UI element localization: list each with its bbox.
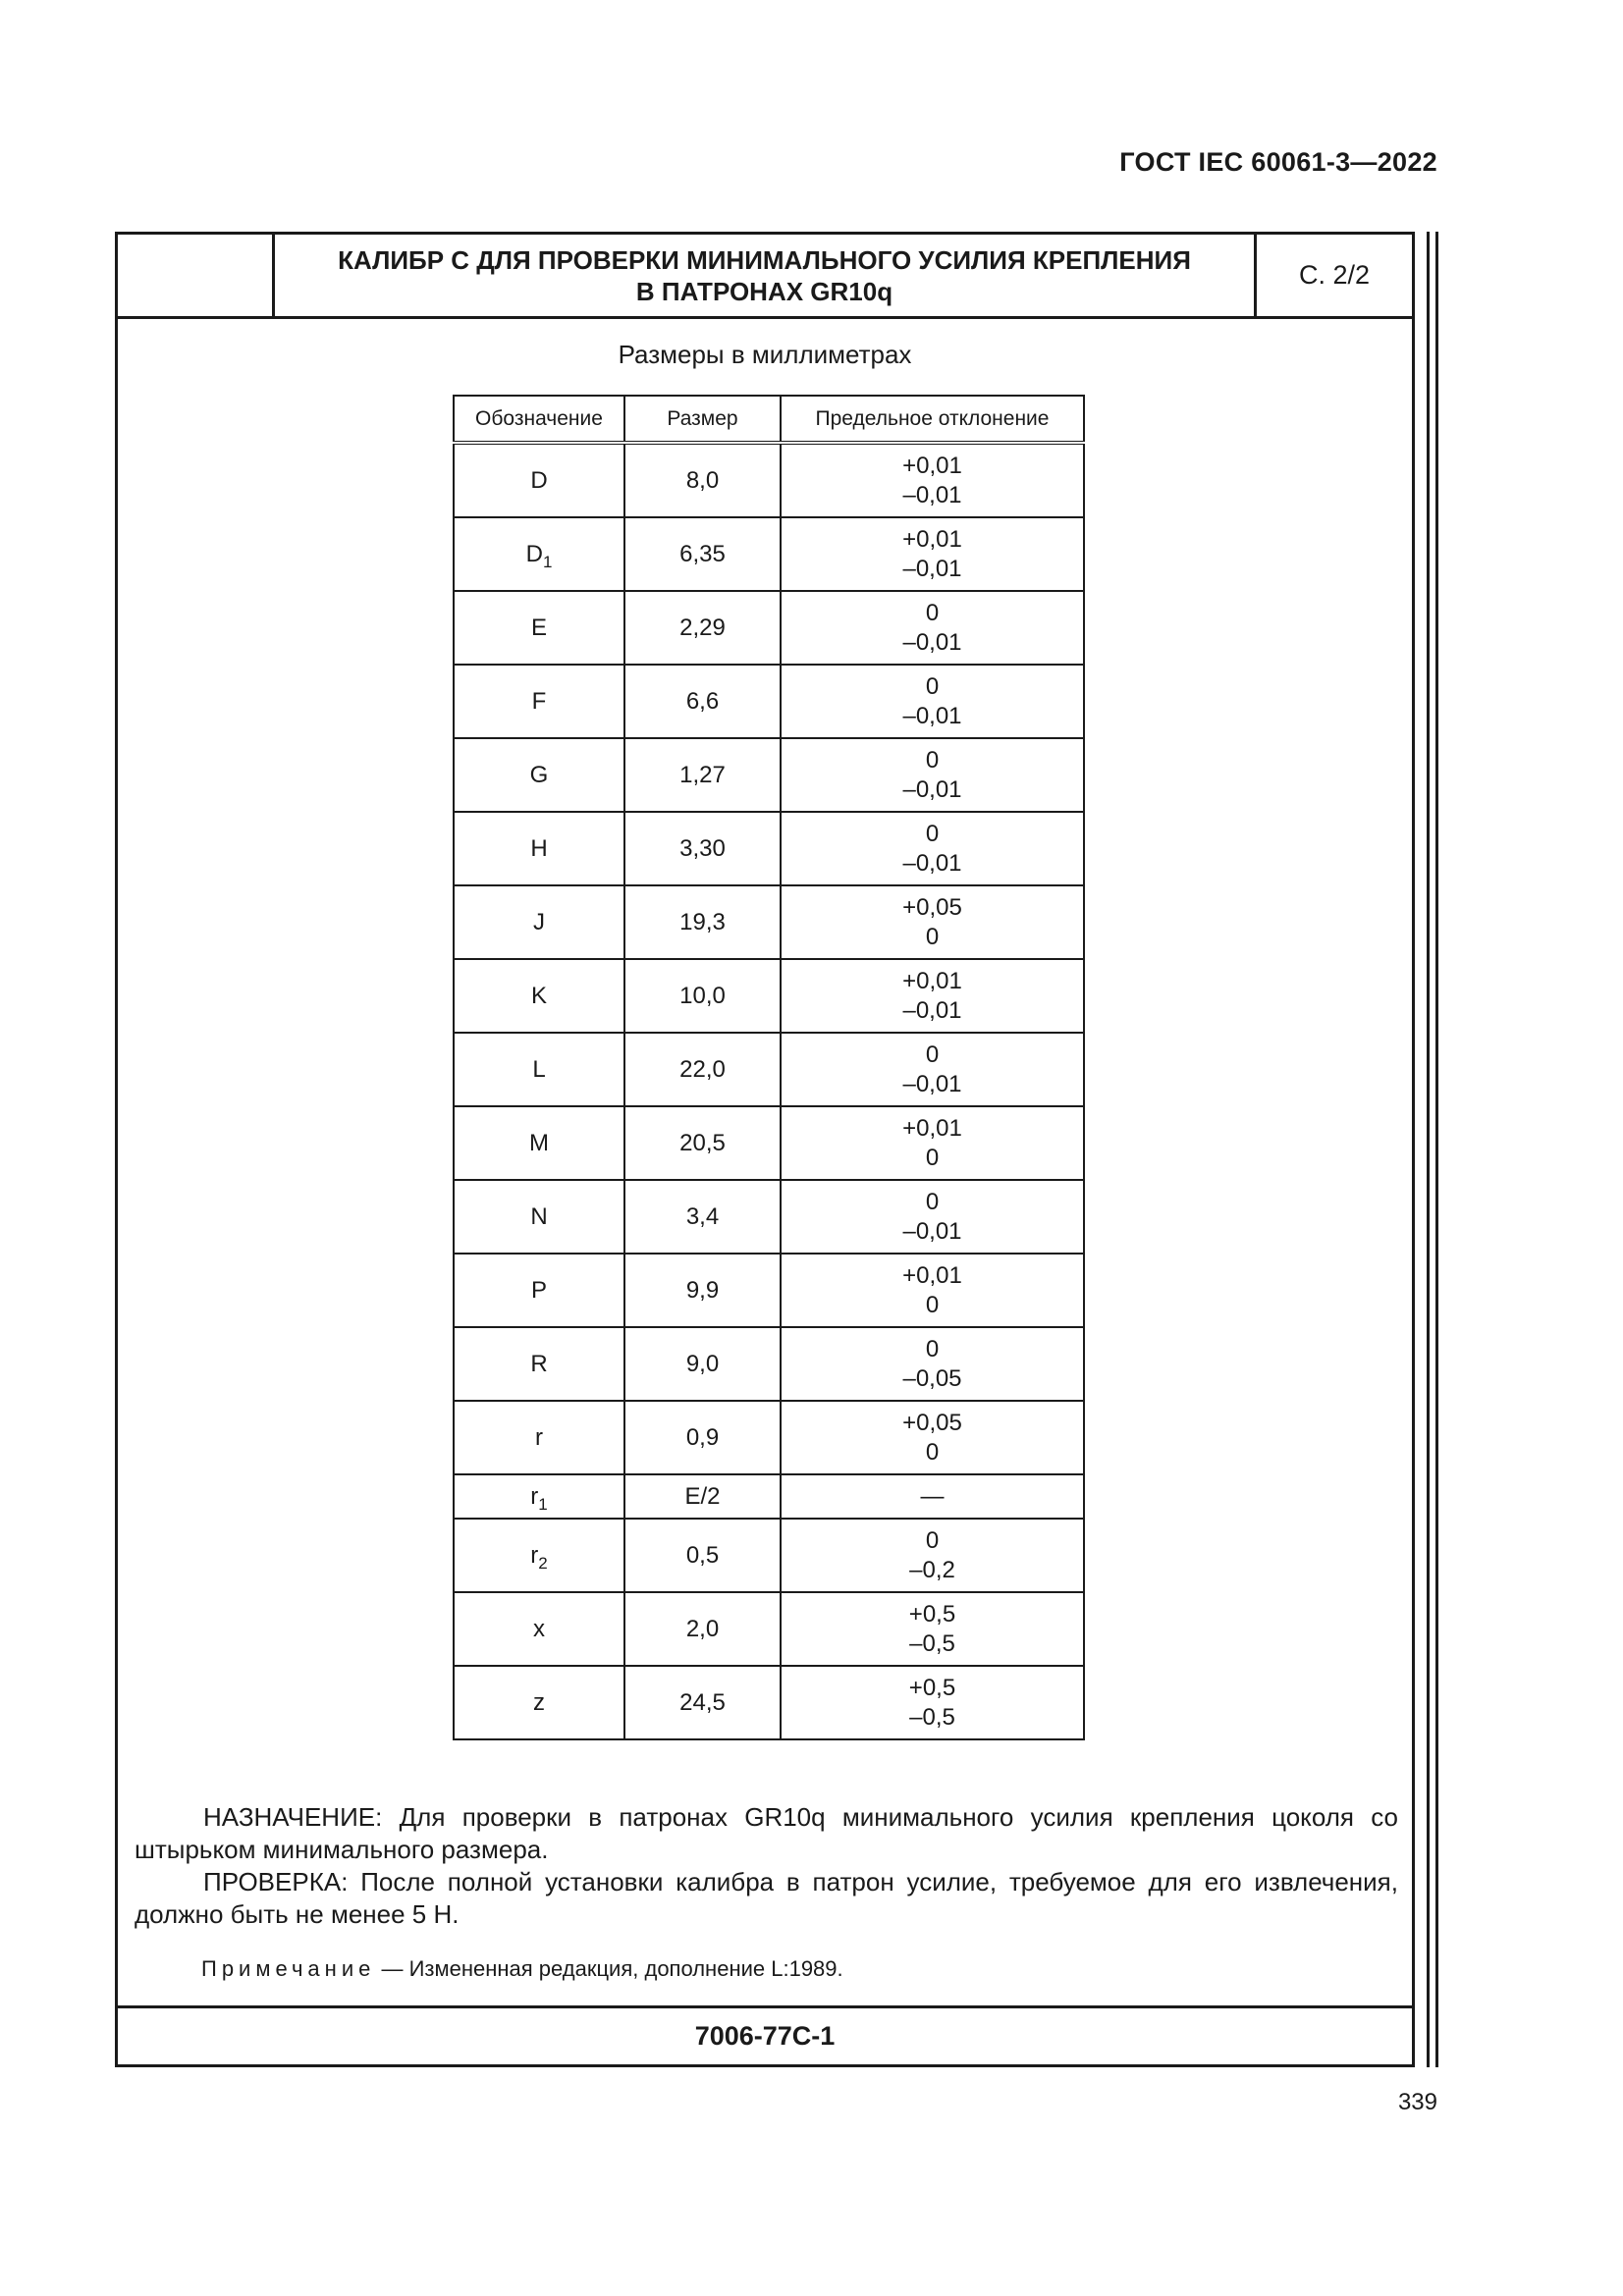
deviation-lower: 0 <box>925 1438 940 1466</box>
table-row <box>454 1666 1084 1739</box>
size-cell: 2,29 <box>624 591 781 665</box>
designation-cell <box>454 517 624 591</box>
designation-cell <box>454 1254 624 1327</box>
deviation-upper: +0,01 <box>902 967 962 994</box>
deviation-upper: 0 <box>925 1335 940 1362</box>
deviation-upper: 0 <box>925 746 940 774</box>
frame-double-rule-inner <box>1435 232 1438 2067</box>
size-cell: 24,5 <box>624 1666 781 1739</box>
designation-symbol: H <box>530 834 548 862</box>
size-cell: 0,9 <box>624 1401 781 1474</box>
check-text: ПРОВЕРКА: После полной установки калибра в патрон усилие, требуемое для его извлечения, должно быть не менее 5 Н. <box>135 1867 1398 1929</box>
designation-symbol: r <box>535 1423 543 1451</box>
table-row <box>454 1254 1084 1327</box>
units-caption: Размеры в миллиметрах <box>618 340 912 369</box>
deviation-cell <box>781 1180 1084 1254</box>
designation-symbol: r <box>530 1541 539 1569</box>
size-cell: 0,5 <box>624 1519 781 1592</box>
drawing-code: 7006-77С-1 <box>118 2005 1412 2064</box>
table-row <box>454 1106 1084 1180</box>
deviation-lower: 0 <box>925 923 940 950</box>
deviation-upper: 0 <box>925 672 940 700</box>
size-cell: 6,6 <box>624 665 781 738</box>
designation-symbol: L <box>532 1055 546 1083</box>
deviation-cell <box>781 1519 1084 1592</box>
dimensions-table <box>453 395 1085 1740</box>
sheet-title-line2: В ПАТРОНАХ GR10q <box>635 276 893 306</box>
deviation-upper: +0,5 <box>908 1600 956 1628</box>
designation-subscript: 1 <box>538 1494 548 1514</box>
designation-cell <box>454 1519 624 1592</box>
size-cell: 10,0 <box>624 959 781 1033</box>
table-row <box>454 959 1084 1033</box>
column-header-size: Размер <box>624 396 781 443</box>
designation-symbol: P <box>530 1276 547 1304</box>
designation-symbol: z <box>533 1688 545 1716</box>
table-header-row <box>454 396 1084 443</box>
purpose-text: НАЗНАЧЕНИЕ: Для проверки в патронах GR10q минимального усилия крепления цоколя со штырьком минимального размера. <box>135 1802 1398 1864</box>
deviation-cell <box>781 1666 1084 1739</box>
deviation-lower: –0,01 <box>902 702 962 729</box>
designation-symbol: M <box>529 1129 549 1156</box>
deviation-lower: –0,5 <box>909 1629 955 1657</box>
designation-symbol: D <box>525 540 543 567</box>
deviation-lower: –0,01 <box>902 775 962 803</box>
designation-symbol: J <box>533 908 545 935</box>
deviation-cell <box>781 1474 1084 1519</box>
standard-code: ГОСТ IEC 60061-3—2022 <box>1119 147 1437 177</box>
table-row <box>454 443 1084 517</box>
designation-cell <box>454 1666 624 1739</box>
table-row <box>454 812 1084 885</box>
table-row <box>454 1474 1084 1519</box>
deviation-upper: 0 <box>925 1188 940 1215</box>
deviation-upper: +0,01 <box>902 1114 962 1142</box>
table-row <box>454 665 1084 738</box>
sheet-title-line1: КАЛИБР С ДЛЯ ПРОВЕРКИ МИНИМАЛЬНОГО УСИЛИЯ КРЕПЛЕНИЯ <box>338 244 1191 275</box>
deviation-cell <box>781 517 1084 591</box>
deviation-cell <box>781 665 1084 738</box>
deviation-upper: 0 <box>925 1526 940 1554</box>
designation-symbol: G <box>529 761 549 788</box>
deviation-lower: –0,01 <box>902 849 962 877</box>
designation-cell <box>454 1327 624 1401</box>
designation-symbol: r <box>530 1482 539 1510</box>
size-cell: 19,3 <box>624 885 781 959</box>
sheet-title <box>275 235 1254 316</box>
designation-symbol: N <box>530 1202 548 1230</box>
deviation-lower: –0,01 <box>902 1217 962 1245</box>
table-row <box>454 738 1084 812</box>
table-row <box>454 1401 1084 1474</box>
deviation-cell <box>781 885 1084 959</box>
title-block-empty-cell <box>118 235 275 316</box>
table-row <box>454 885 1084 959</box>
deviation-cell <box>781 1106 1084 1180</box>
deviation-lower: –0,01 <box>902 628 962 656</box>
column-header-deviation: Предельное отклонение <box>781 396 1084 443</box>
deviation-cell <box>781 738 1084 812</box>
designation-cell <box>454 1106 624 1180</box>
size-cell: 6,35 <box>624 517 781 591</box>
designation-cell <box>454 885 624 959</box>
table-row <box>454 1033 1084 1106</box>
deviation-upper: +0,05 <box>902 893 962 921</box>
deviation-cell <box>781 959 1084 1033</box>
deviation-lower: 0 <box>925 1144 940 1171</box>
deviation-lower: –0,01 <box>902 996 962 1024</box>
designation-subscript: 2 <box>538 1553 548 1573</box>
table-row <box>454 1519 1084 1592</box>
deviation-lower: 0 <box>925 1291 940 1318</box>
table-row <box>454 1327 1084 1401</box>
note-label: Примечание <box>201 1956 376 1981</box>
designation-symbol: x <box>533 1615 545 1642</box>
size-cell: 9,9 <box>624 1254 781 1327</box>
deviation-upper: 0 <box>925 820 940 847</box>
designation-symbol: D <box>530 466 548 494</box>
size-cell: 22,0 <box>624 1033 781 1106</box>
designation-cell <box>454 591 624 665</box>
table-row <box>454 517 1084 591</box>
designation-cell <box>454 959 624 1033</box>
note <box>201 1956 843 1982</box>
deviation-upper: 0 <box>925 1041 940 1068</box>
table-row <box>454 591 1084 665</box>
deviation-cell <box>781 443 1084 517</box>
deviation-lower: –0,5 <box>909 1703 955 1731</box>
designation-cell <box>454 1592 624 1666</box>
check-paragraph <box>135 1866 1398 1931</box>
size-cell: 20,5 <box>624 1106 781 1180</box>
frame-double-rule-outer <box>1427 232 1430 2067</box>
designation-cell <box>454 812 624 885</box>
deviation-upper: 0 <box>925 599 940 626</box>
designation-cell <box>454 443 624 517</box>
deviation-cell <box>781 1254 1084 1327</box>
drawing-frame <box>115 232 1415 2067</box>
deviation-lower: –0,01 <box>902 555 962 582</box>
deviation-cell <box>781 1033 1084 1106</box>
note-text: — Измененная редакция, дополнение L:1989. <box>375 1956 843 1981</box>
deviation-lower: –0,2 <box>909 1556 955 1583</box>
deviation-upper: +0,01 <box>902 452 962 479</box>
designation-symbol: R <box>530 1350 548 1377</box>
size-cell: 9,0 <box>624 1327 781 1401</box>
deviation-upper: +0,01 <box>902 525 962 553</box>
designation-cell <box>454 665 624 738</box>
designation-cell <box>454 1474 624 1519</box>
deviation-cell <box>781 1327 1084 1401</box>
deviation-cell <box>781 1401 1084 1474</box>
deviation-cell <box>781 1592 1084 1666</box>
size-cell: 1,27 <box>624 738 781 812</box>
deviation-lower: –0,05 <box>902 1364 962 1392</box>
size-cell: 3,4 <box>624 1180 781 1254</box>
designation-cell <box>454 738 624 812</box>
designation-cell <box>454 1180 624 1254</box>
size-cell: 2,0 <box>624 1592 781 1666</box>
size-cell: E/2 <box>624 1474 781 1519</box>
deviation-lower: –0,01 <box>902 1070 962 1097</box>
deviation-upper: +0,01 <box>902 1261 962 1289</box>
designation-cell <box>454 1033 624 1106</box>
table-row <box>454 1592 1084 1666</box>
title-block <box>118 235 1412 319</box>
page-number: 339 <box>1397 2089 1437 2115</box>
designation-symbol: E <box>530 614 547 641</box>
table-body <box>454 443 1084 1739</box>
designation-symbol: F <box>531 687 547 715</box>
column-header-designation: Обозначение <box>454 396 624 443</box>
sheet-page-ref: С. 2/2 <box>1254 235 1412 316</box>
deviation-upper: +0,05 <box>902 1409 962 1436</box>
deviation-lower: –0,01 <box>902 481 962 508</box>
table-row <box>454 1180 1084 1254</box>
purpose-paragraph <box>135 1801 1398 1866</box>
designation-cell <box>454 1401 624 1474</box>
deviation-cell <box>781 591 1084 665</box>
deviation-upper: — <box>920 1482 945 1510</box>
size-cell: 8,0 <box>624 443 781 517</box>
designation-subscript: 1 <box>542 552 553 571</box>
designation-symbol: K <box>530 982 547 1009</box>
size-cell: 3,30 <box>624 812 781 885</box>
deviation-cell <box>781 812 1084 885</box>
deviation-upper: +0,5 <box>908 1674 956 1701</box>
